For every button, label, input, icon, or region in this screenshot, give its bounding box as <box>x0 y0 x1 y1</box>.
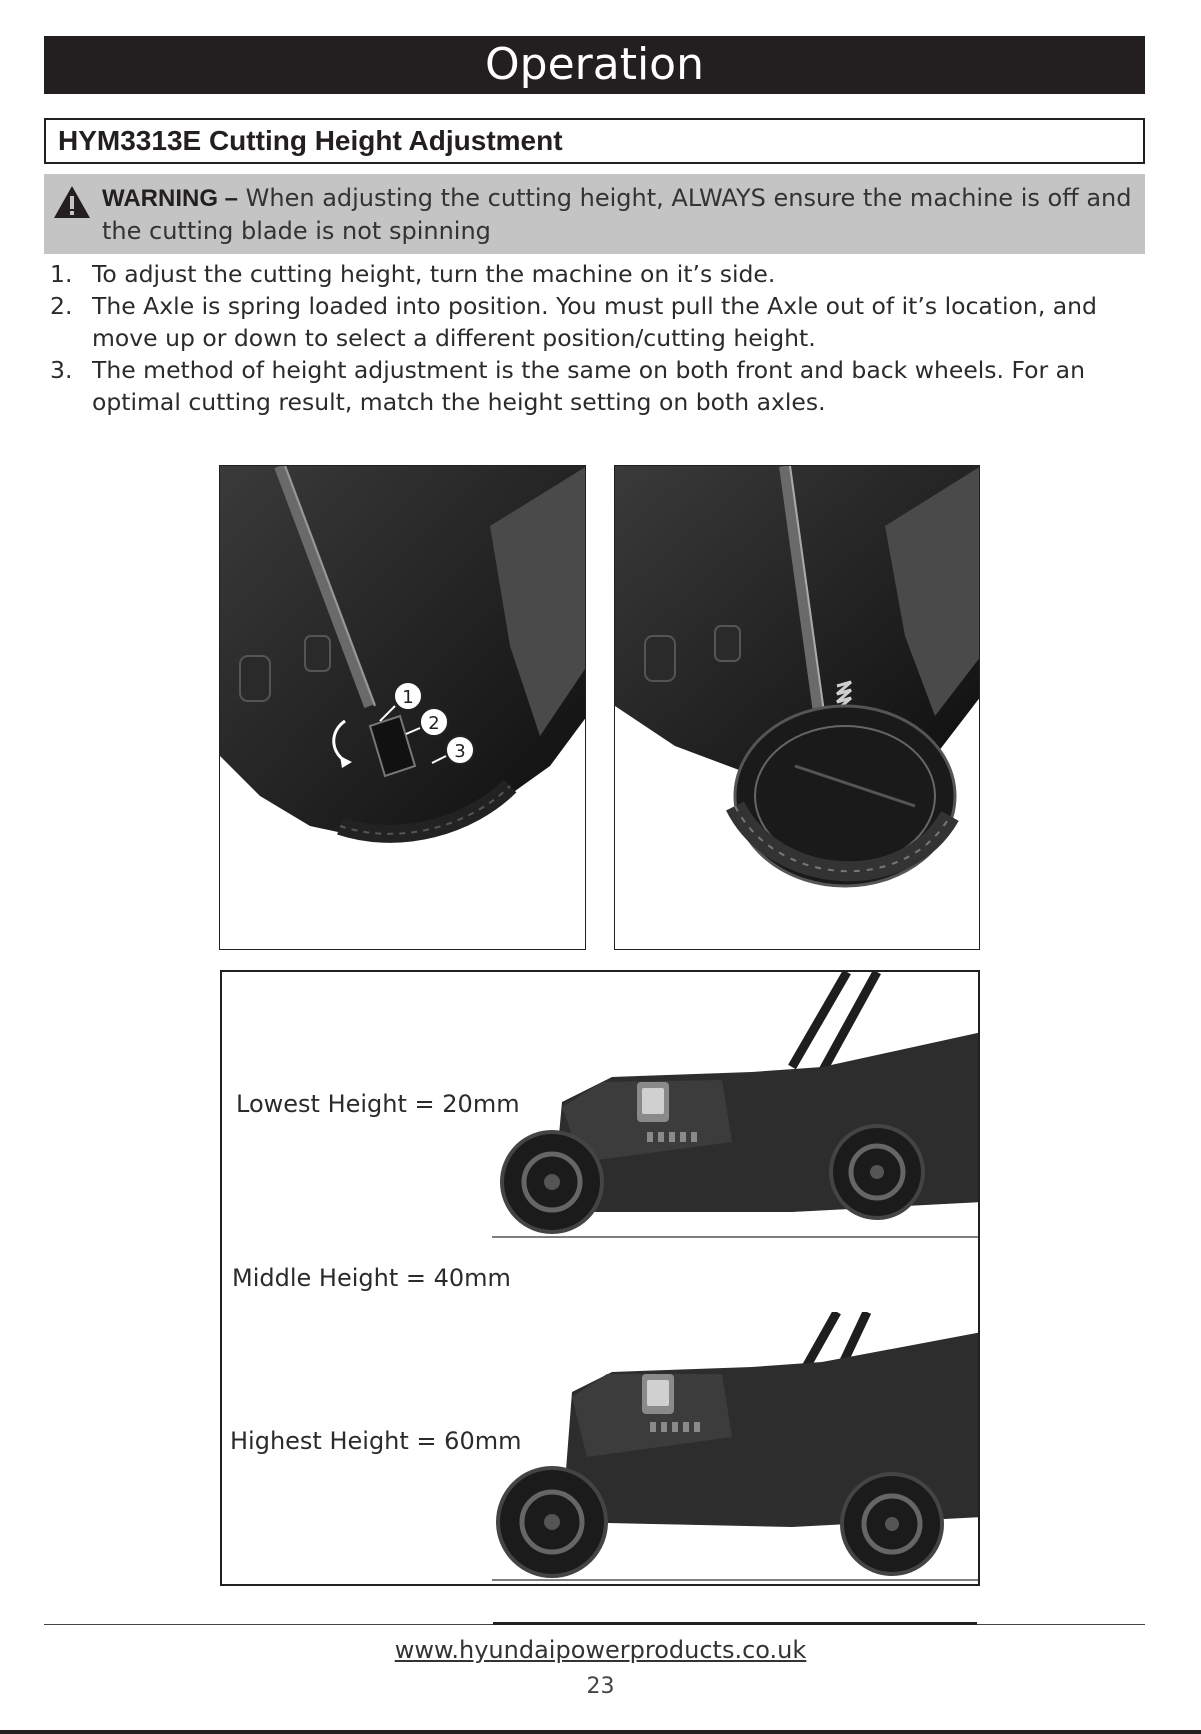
step-number: 2. <box>50 292 73 320</box>
page-bottom-edge <box>0 1730 1201 1734</box>
step-text: To adjust the cutting height, turn the machine on it’s side. <box>92 260 776 288</box>
page-header <box>44 36 1145 94</box>
lowest-height-label: Lowest Height = 20mm <box>236 1090 520 1118</box>
step-text: The method of height adjustment is the same on both front and back wheels. For an optimal cutting result, match the height setting on both axles. <box>92 356 1085 416</box>
callout-3: 3 <box>454 741 466 762</box>
instruction-steps <box>50 258 1150 418</box>
warning-text: When adjusting the cutting height, ALWAYS ensure the machine is off and the cutting blade is not spinning <box>102 184 1132 245</box>
step-item <box>50 354 1150 418</box>
page-title: Operation <box>485 39 704 90</box>
step-text: The Axle is spring loaded into position. You must pull the Axle out of it’s location, and move up or down to select a different position/cutting height. <box>92 292 1097 352</box>
section-title-box <box>44 118 1145 164</box>
axle-spring-photo <box>614 465 980 950</box>
height-settings-panel <box>220 970 980 1586</box>
section-title: HYM3313E Cutting Height Adjustment <box>58 125 563 156</box>
warning-triangle-icon <box>52 184 92 228</box>
callout-1: 1 <box>402 687 414 708</box>
step-item <box>50 290 1150 354</box>
warning-label: WARNING – <box>102 185 239 212</box>
highest-height-label: Highest Height = 60mm <box>230 1427 522 1455</box>
step-number: 3. <box>50 356 73 384</box>
axle-release-illustration <box>220 466 586 950</box>
axle-release-photo <box>219 465 586 950</box>
page-number: 23 <box>586 1674 615 1699</box>
footer-accent-divider <box>493 1622 977 1625</box>
axle-spring-illustration <box>615 466 980 950</box>
middle-height-label: Middle Height = 40mm <box>232 1264 511 1292</box>
website-link[interactable]: www.hyundaipowerproducts.co.uk <box>394 1636 807 1664</box>
step-number: 1. <box>50 260 73 288</box>
step-item <box>50 258 1150 290</box>
mower-low-height-image <box>492 972 980 1247</box>
mower-high-height-image <box>492 1312 980 1586</box>
warning-box <box>44 174 1145 254</box>
callout-2: 2 <box>428 713 440 734</box>
